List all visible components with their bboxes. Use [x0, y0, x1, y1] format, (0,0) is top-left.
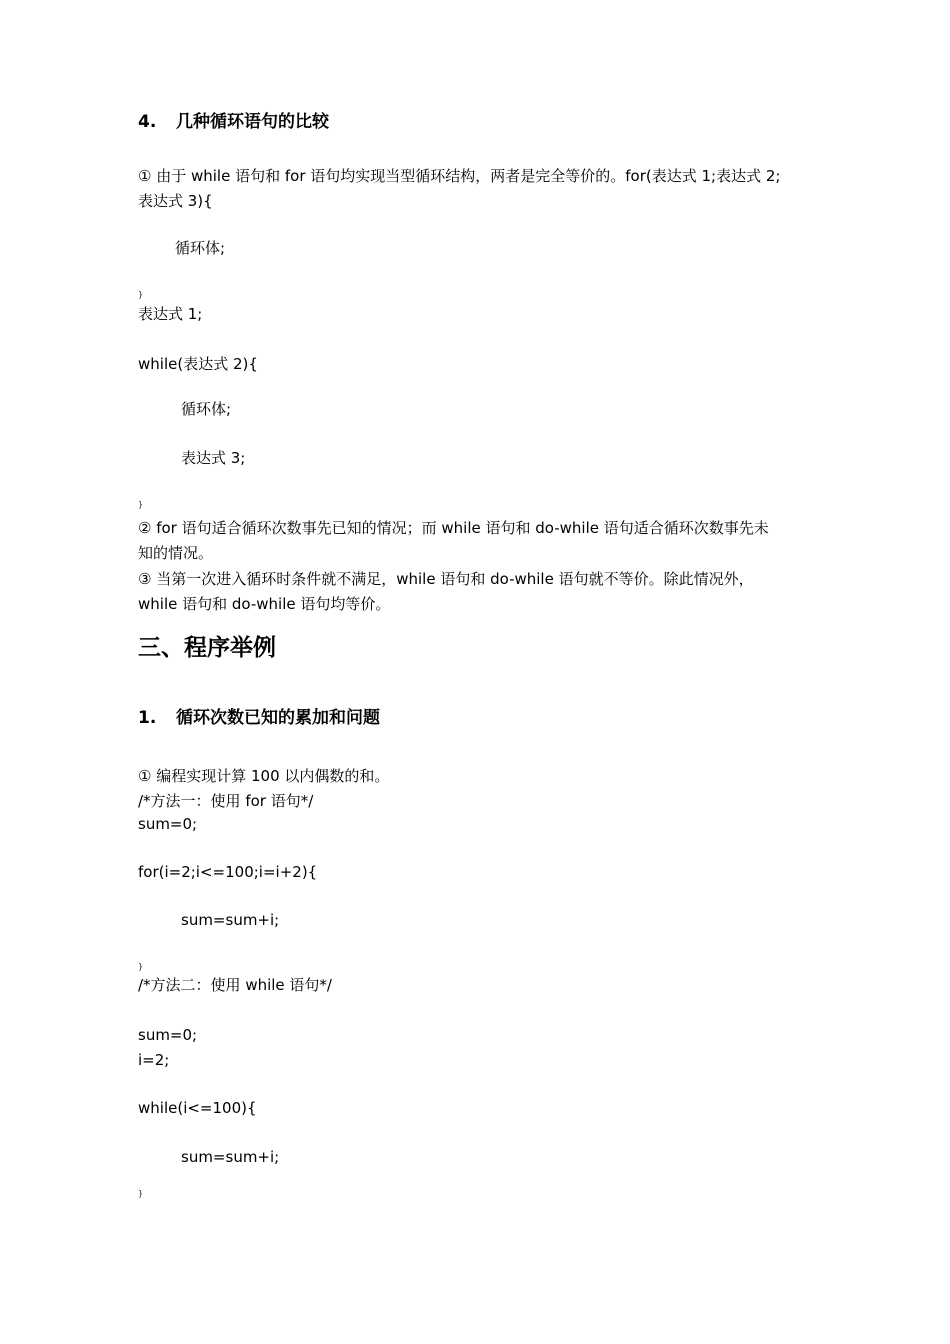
- code-closing-brace: }: [138, 1189, 144, 1198]
- section-number: 4.: [138, 112, 157, 132]
- method-1-comment: /*方法一：使用 for 语句*/: [138, 792, 314, 810]
- code-sum-init: sum=0;: [138, 1026, 198, 1044]
- code-sum-init: sum=0;: [138, 815, 198, 833]
- paragraph-1-line-2: 表达式 3){: [138, 192, 213, 210]
- code-while-body: 循环体;: [181, 400, 232, 418]
- paragraph-1-line-1: ① 由于 while 语句和 for 语句均实现当型循环结构，两者是完全等价的。for(表达式 1;表达式 2;: [138, 167, 781, 185]
- section-1-heading: [138, 708, 380, 728]
- code-closing-brace: }: [138, 500, 144, 509]
- paragraph-2-line-2: 知的情况。: [138, 544, 214, 562]
- section-title: 几种循环语句的比较: [176, 112, 329, 132]
- paragraph-3-line-1: ③ 当第一次进入循环时条件就不满足，while 语句和 do-while 语句就不等价。除此情况外，: [138, 570, 754, 588]
- code-while-head: while(表达式 2){: [138, 355, 258, 373]
- code-for-loop: for(i=2;i<=100;i=i+2){: [138, 863, 318, 881]
- code-i-init: i=2;: [138, 1051, 170, 1069]
- code-while-loop-body: sum=sum+i;: [181, 1148, 280, 1166]
- code-expression-1: 表达式 1;: [138, 305, 203, 323]
- code-while-expression-3: 表达式 3;: [181, 449, 246, 467]
- code-for-loop-body: sum=sum+i;: [181, 911, 280, 929]
- code-closing-brace: }: [138, 290, 144, 299]
- section-title: 循环次数已知的累加和问题: [176, 708, 380, 728]
- paragraph-3-line-2: while 语句和 do-while 语句均等价。: [138, 595, 391, 613]
- main-heading: 三、程序举例: [138, 635, 276, 661]
- example-task: ① 编程实现计算 100 以内偶数的和。: [138, 767, 390, 785]
- code-while-loop: while(i<=100){: [138, 1099, 257, 1117]
- method-2-comment: /*方法二：使用 while 语句*/: [138, 976, 332, 994]
- paragraph-2-line-1: ② for 语句适合循环次数事先已知的情况；而 while 语句和 do-while 语句适合循环次数事先未: [138, 519, 769, 537]
- code-for-body: 循环体;: [175, 239, 226, 257]
- section-number: 1.: [138, 708, 157, 728]
- code-closing-brace: }: [138, 962, 144, 971]
- section-4-heading: [138, 112, 329, 132]
